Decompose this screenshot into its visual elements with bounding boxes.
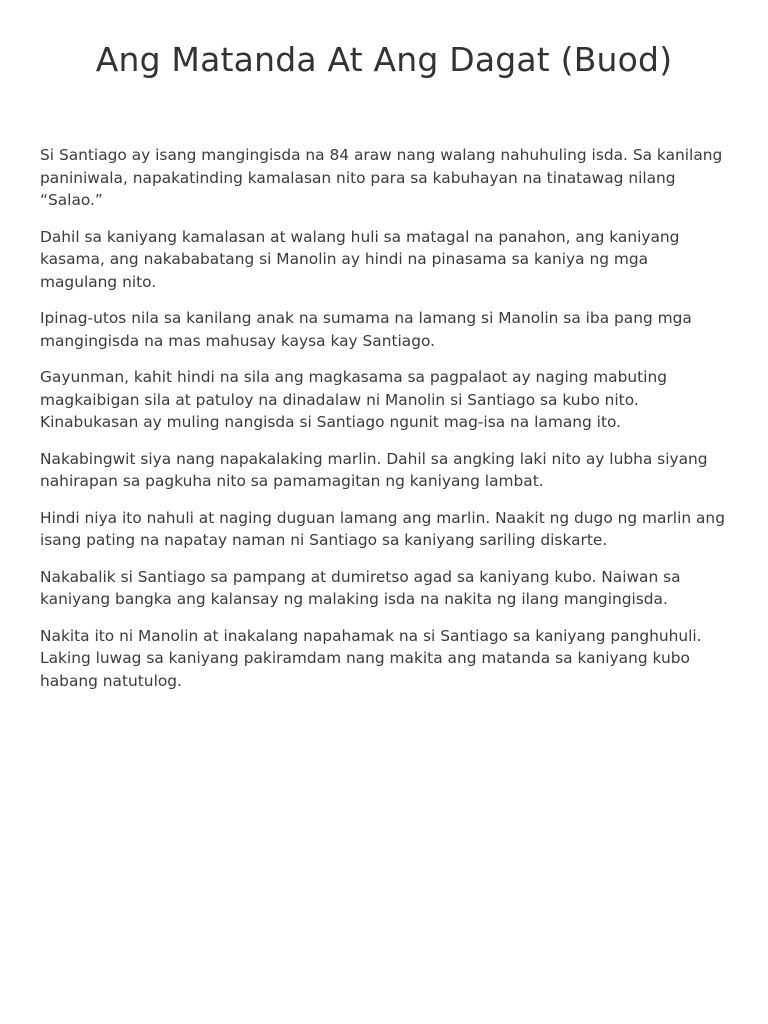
- paragraph-1: Si Santiago ay isang mangingisda na 84 araw nang walang nahuhuling isda. Sa kanilang paniniwala, napakatinding kamalasan nito para sa kabuhayan na tinatawag nilang “Salao.”: [40, 146, 723, 209]
- paragraph-3: Ipinag-utos nila sa kanilang anak na sumama na lamang si Manolin sa iba pang mga mangingisda na mas mahusay kaysa kay Santiago.: [40, 309, 692, 350]
- paragraph-8: Nakita ito ni Manolin at inakalang napahamak na si Santiago sa kaniyang panghuhuli. Laking luwag sa kaniyang pakiramdam nang makita ang matanda sa kaniyang kubo habang natutulog.: [40, 626, 702, 690]
- paragraph-7: Nakabalik si Santiago sa pampang at dumiretso agad sa kaniyang kubo. Naiwan sa kaniyang bangka ang kalansay ng malaking isda na nakita ng ilang mangingisda.: [40, 567, 681, 608]
- paragraph-6: Hindi niya ito nahuli at naging duguan lamang ang marlin. Naakit ng dugo ng marlin ang isang pating na napatay naman ni Santiago sa kaniyang sariling diskarte.: [40, 508, 725, 549]
- document-title: Ang Matanda At Ang Dagat (Buod): [95, 40, 673, 79]
- paragraph-5: Nakabingwit siya nang napakalaking marlin. Dahil sa angking laki nito ay lubha siyang nahirapan sa pagkuha nito sa pamamagitan ng kaniyang lambat.: [40, 449, 708, 490]
- document-body: [40, 144, 728, 692]
- paragraph-4: Gayunman, kahit hindi na sila ang magkasama sa pagpalaot ay naging mabuting magkaibigan sila at patuloy na dinadalaw ni Manolin si Santiago sa kubo nito. Kinabukasan ay muling nangisda si Santiago ngunit mag-isa na lamang ito.: [40, 368, 667, 431]
- paragraph-2: Dahil sa kaniyang kamalasan at walang huli sa matagal na panahon, ang kaniyang kasama, ang nakababatang si Manolin ay hindi na pinasama sa kaniya ng mga magulang nito.: [40, 227, 680, 291]
